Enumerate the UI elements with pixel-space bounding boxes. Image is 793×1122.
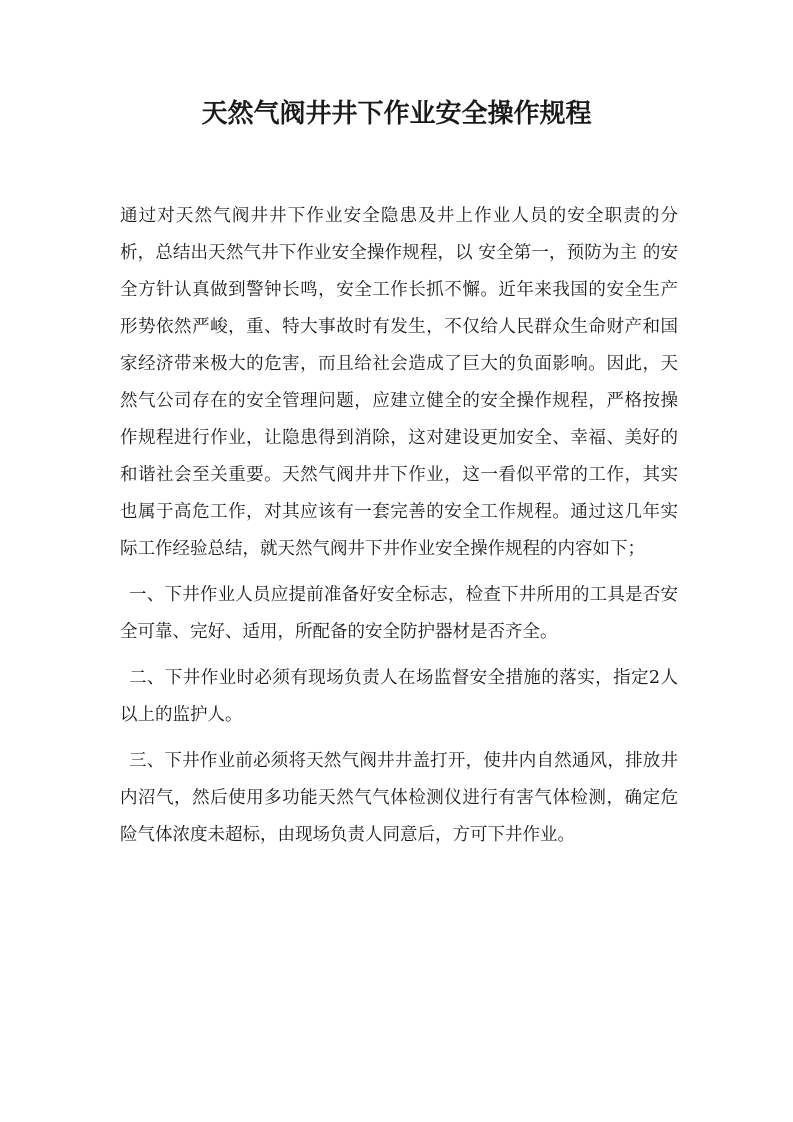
document-title: 天然气阀井井下作业安全操作规程 bbox=[201, 99, 592, 129]
rule-item-3: 三、下井作业前必须将天然气阀井井盖打开，使井内自然通风，排放井内沼气，然后使用多功能天然气气体检测仪进行有害气体检测，确定危险气体浓度未超标，由现场负责人同意后，方可下井作业。 bbox=[120, 751, 678, 845]
rule-item-2: 二、下井作业时必须有现场负责人在场监督安全措施的落实，指定2人以上的监护人。 bbox=[120, 668, 678, 725]
intro-paragraph: 通过对天然气阀井井下作业安全隐患及井上作业人员的安全职责的分析，总结出天然气井下作业安全操作规程，以 安全第一，预防为主 的安全方针认真做到警钟长鸣，安全工作长抓不懈。近年来我国的安全生产形势依然严峻，重、特大事故时有发生，不仅给人民群众生命财产和国家经济带来极大的危害，而且给社会造成了巨大的负面影响。因此，天然气公司存在的安全管理问题，应建立健全的安全操作规程，严格按操作规程进行作业，让隐患得到消除，这对建设更加安全、幸福、美好的和谐社会至关重要。天然气阀井井下作业，这一看似平常的工作，其实也属于高危工作，对其应该有一套完善的安全工作规程。通过这几年实际工作经验总结，就天然气阀井下井作业安全操作规程的内容如下； bbox=[120, 206, 678, 559]
rule-item-1: 一、下井作业人员应提前准备好安全标志，检查下井所用的工具是否安全可靠、完好、适用，所配备的安全防护器材是否齐全。 bbox=[120, 585, 678, 642]
document-body bbox=[120, 198, 678, 863]
